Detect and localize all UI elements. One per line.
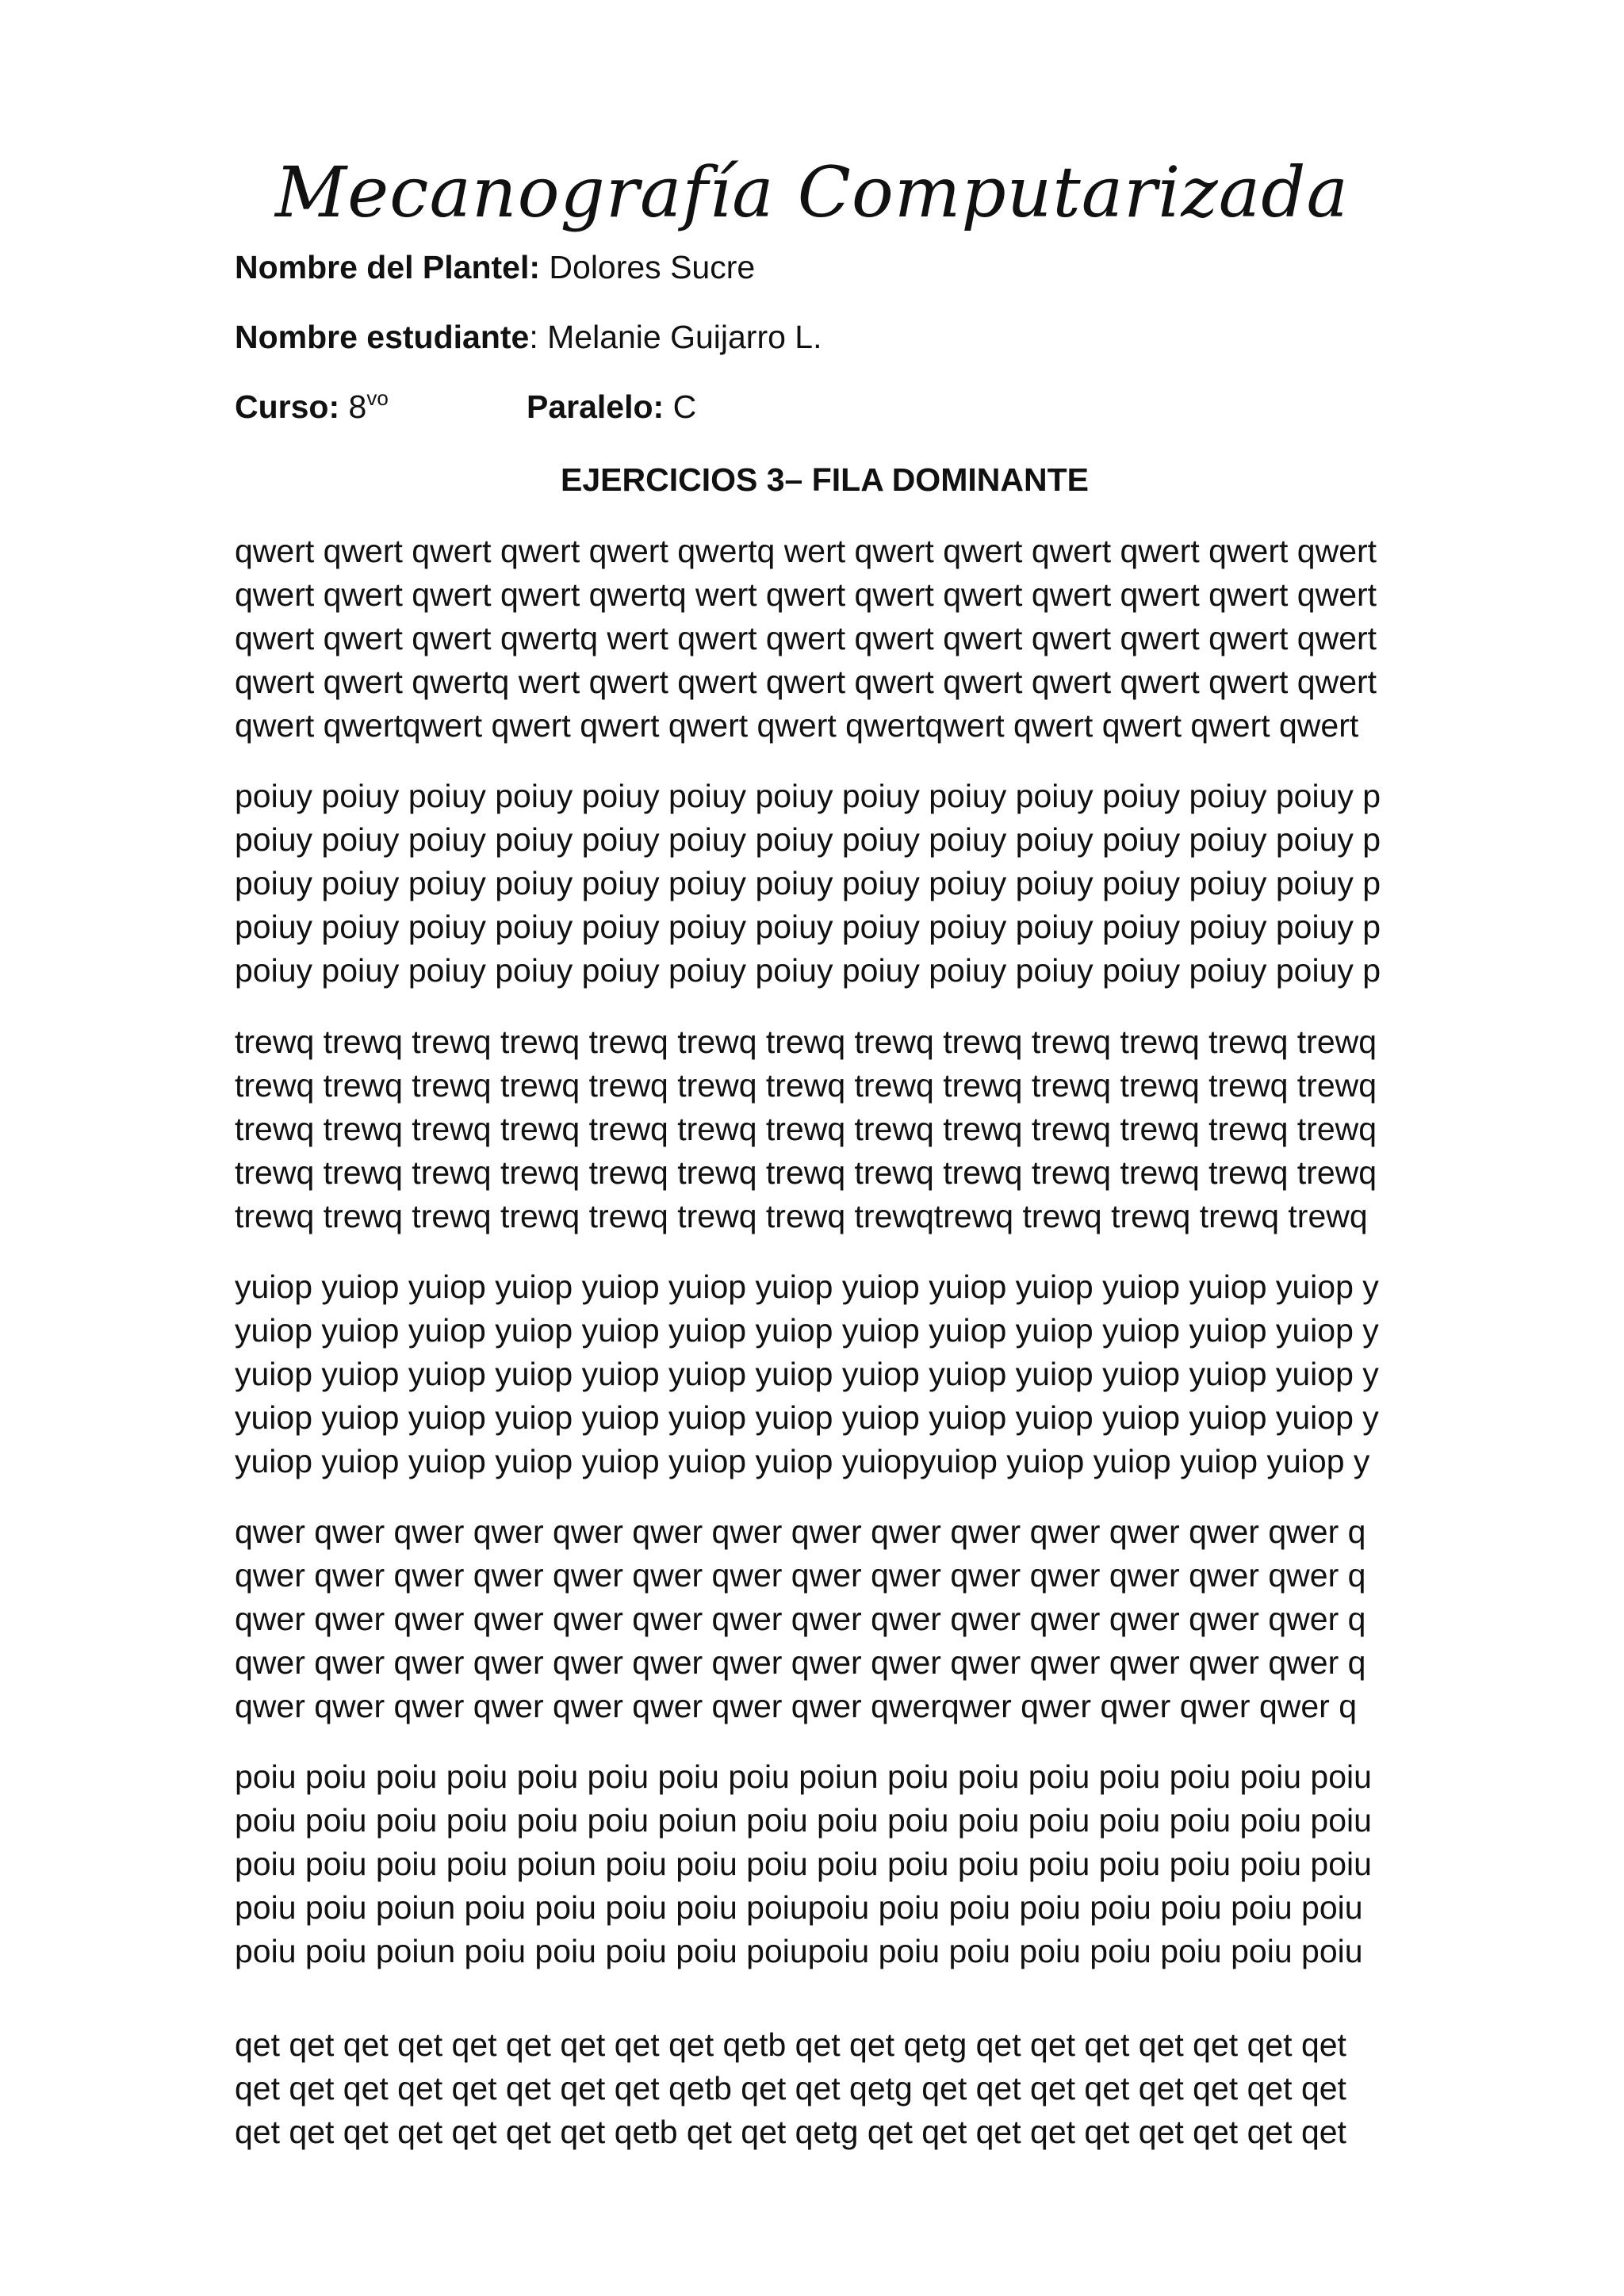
exercise-line: qet qet qet qet qet qet qet qet qet qetb qet qet qetg qet qet qet qet qet qet qet [235, 2026, 1346, 2063]
course-superscript: vo [366, 386, 389, 410]
exercise-line: qwer qwer qwer qwer qwer qwer qwer qwer qwer qwer qwer qwer qwer qwer q [235, 1644, 1366, 1681]
exercise-line: poiuy poiuy poiuy poiuy poiuy poiuy poiuy poiuy poiuy poiuy poiuy poiuy poiuy p [235, 778, 1381, 814]
exercise-line: trewq trewq trewq trewq trewq trewq trewq trewqtrewq trewq trewq trewq trewq [235, 1198, 1368, 1234]
student-value: : Melanie Guijarro L. [529, 319, 822, 355]
section-field [527, 386, 696, 427]
exercise-block-qwert [235, 530, 1408, 748]
exercise-line: trewq trewq trewq trewq trewq trewq trewq trewq trewq trewq trewq trewq trewq [235, 1111, 1377, 1147]
exercise-block-qwer [235, 1510, 1408, 1728]
exercise-line: qwer qwer qwer qwer qwer qwer qwer qwer qwer qwer qwer qwer qwer qwer q [235, 1601, 1366, 1637]
exercise-line: poiu poiu poiun poiu poiu poiu poiu poiupoiu poiu poiu poiu poiu poiu poiu poiu [235, 1933, 1363, 1969]
exercise-line: poiu poiu poiu poiu poiu poiu poiun poiu poiu poiu poiu poiu poiu poiu poiu poiu [235, 1802, 1372, 1839]
exercise-line: trewq trewq trewq trewq trewq trewq trewq trewq trewq trewq trewq trewq trewq [235, 1067, 1377, 1104]
section-value: C [664, 388, 697, 425]
exercise-line: poiu poiu poiu poiu poiu poiu poiu poiu poiun poiu poiu poiu poiu poiu poiu poiu [235, 1758, 1372, 1795]
exercise-line: poiuy poiuy poiuy poiuy poiuy poiuy poiuy poiuy poiuy poiuy poiuy poiuy poiuy p [235, 865, 1381, 901]
course-line [235, 386, 697, 431]
exercise-block-trewq [235, 1020, 1408, 1238]
exercise-line: qwert qwert qwertq wert qwert qwert qwert qwert qwert qwert qwert qwert qwert [235, 664, 1377, 700]
document-title: Mecanografía Computarizada [274, 151, 1350, 233]
course-value-wrap [339, 388, 389, 425]
exercise-line: qwer qwer qwer qwer qwer qwer qwer qwer qwerqwer qwer qwer qwer qwer q [235, 1688, 1358, 1724]
exercise-block-qet [235, 2023, 1408, 2154]
school-line [235, 247, 755, 288]
exercise-line: qwert qwert qwert qwert qwert qwertq wert qwert qwert qwert qwert qwert qwert [235, 533, 1377, 569]
exercise-line: yuiop yuiop yuiop yuiop yuiop yuiop yuiop yuiop yuiop yuiop yuiop yuiop yuiop y [235, 1399, 1379, 1436]
exercise-block-poiu [235, 1755, 1408, 1973]
school-value: Dolores Sucre [540, 249, 756, 285]
exercise-line: qet qet qet qet qet qet qet qet qetb qet qet qetg qet qet qet qet qet qet qet qet [235, 2070, 1346, 2107]
exercise-line: qwert qwert qwert qwertq wert qwert qwert qwert qwert qwert qwert qwert qwert [235, 620, 1377, 656]
exercise-line: yuiop yuiop yuiop yuiop yuiop yuiop yuiop yuiop yuiop yuiop yuiop yuiop yuiop y [235, 1312, 1379, 1349]
section-label: Paralelo: [527, 388, 665, 425]
exercise-line: qwert qwertqwert qwert qwert qwert qwert qwertqwert qwert qwert qwert qwert [235, 707, 1359, 744]
exercise-line: poiu poiu poiu poiu poiun poiu poiu poiu poiu poiu poiu poiu poiu poiu poiu poiu [235, 1846, 1372, 1882]
student-line [235, 316, 822, 358]
course-label: Curso: [235, 388, 340, 425]
course-value: 8 [339, 388, 367, 425]
exercise-line: qwert qwert qwert qwert qwertq wert qwert qwert qwert qwert qwert qwert qwert [235, 576, 1377, 613]
exercise-line: poiuy poiuy poiuy poiuy poiuy poiuy poiuy poiuy poiuy poiuy poiuy poiuy poiuy p [235, 821, 1381, 858]
exercise-line: trewq trewq trewq trewq trewq trewq trewq trewq trewq trewq trewq trewq trewq [235, 1154, 1377, 1191]
exercise-block-yuiop [235, 1265, 1408, 1483]
school-label: Nombre del Plantel: [235, 249, 541, 285]
exercise-line: qwer qwer qwer qwer qwer qwer qwer qwer qwer qwer qwer qwer qwer qwer q [235, 1557, 1366, 1594]
exercise-line: yuiop yuiop yuiop yuiop yuiop yuiop yuiop yuiop yuiop yuiop yuiop yuiop yuiop y [235, 1356, 1379, 1392]
exercise-line: poiuy poiuy poiuy poiuy poiuy poiuy poiuy poiuy poiuy poiuy poiuy poiuy poiuy p [235, 952, 1381, 989]
exercise-line: poiuy poiuy poiuy poiuy poiuy poiuy poiuy poiuy poiuy poiuy poiuy poiuy poiuy p [235, 909, 1381, 945]
exercise-line: trewq trewq trewq trewq trewq trewq trewq trewq trewq trewq trewq trewq trewq [235, 1024, 1377, 1060]
student-label: Nombre estudiante [235, 319, 530, 355]
exercise-block-poiuy [235, 775, 1408, 993]
exercise-heading: EJERCICIOS 3– FILA DOMINANTE [561, 461, 1089, 498]
exercise-line: qwer qwer qwer qwer qwer qwer qwer qwer qwer qwer qwer qwer qwer qwer q [235, 1513, 1366, 1550]
exercise-line: yuiop yuiop yuiop yuiop yuiop yuiop yuiop yuiopyuiop yuiop yuiop yuiop yuiop y [235, 1443, 1370, 1479]
exercise-line: qet qet qet qet qet qet qet qetb qet qet qetg qet qet qet qet qet qet qet qet qet [235, 2114, 1346, 2150]
exercise-line: yuiop yuiop yuiop yuiop yuiop yuiop yuiop yuiop yuiop yuiop yuiop yuiop yuiop y [235, 1269, 1379, 1305]
exercise-line: poiu poiu poiun poiu poiu poiu poiu poiupoiu poiu poiu poiu poiu poiu poiu poiu [235, 1889, 1363, 1926]
